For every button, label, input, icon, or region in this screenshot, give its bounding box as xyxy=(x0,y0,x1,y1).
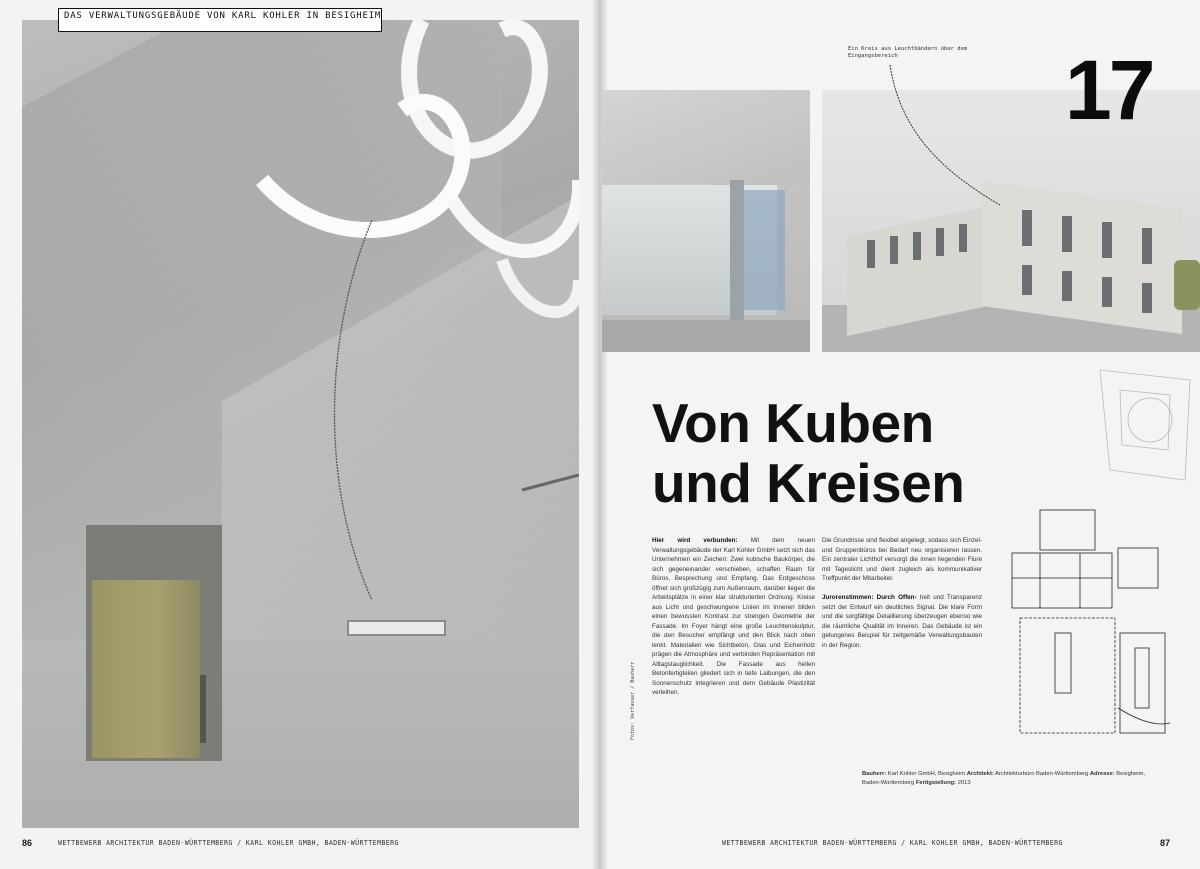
caption-leader-line xyxy=(880,60,1020,210)
page-number-right: 87 xyxy=(1160,838,1171,848)
article-headline: Von Kuben und Kreisen xyxy=(652,392,965,514)
photo-credit: Fotos: Verfasser / Bauherr xyxy=(630,661,636,740)
text-column-1 xyxy=(652,536,815,810)
photo-caption: Ein Kreis aus Leuchtbändern über dem Eingangsbereich xyxy=(848,46,968,59)
architekt-value: Architekturbüro Baden-Württemberg xyxy=(995,771,1089,777)
floor-plan xyxy=(1000,508,1178,740)
fertigstellung-value: 2013 xyxy=(957,779,971,786)
foyer-photo xyxy=(22,20,579,828)
body-text-1: Mit dem neuen Verwaltungsgebäude der Karl Kohler GmbH setzt sich das Unternehmen ein Zeichen: Zwei kubische Baukörper, die sich gegeneinander verschieben, schaffen Raum für Büros, Besprechung und Empfang. Das Erdgeschoss öffnet sich großzügig zum Außenraum, darüber liegen die Arbeitsplätze in einer klar strukturierten Ordnung. Kreise aus Licht und geschwungene Linien im Inneren bilden einen bewussten Kontrast zur strengen Geometrie der Fassade. Im Foyer hängt eine große Leuchtenskulptur, die den Besucher empfängt und den Blick nach oben lenkt. Materialien wie Sichtbeton, Glas und Eichenholz prägen die Atmosphäre und verbinden Repräsentation mit Alltagstauglichkeit. Die Fassade aus hellen Betonfertigteilen gliedert sich in tiefe Laibungen, die den Sonnenschutz integrieren und dem Gebäude Plastizität verleihen. xyxy=(652,537,815,696)
footer-left: WETTBEWERB ARCHITEKTUR BADEN-WÜRTTEMBERG / KARL KOHLER GMBH, BADEN-WÜRTTEMBERG xyxy=(58,839,399,847)
project-info xyxy=(862,770,1152,787)
adresse-label: Adresse: xyxy=(1089,771,1115,777)
body-text-2: Die Grundrisse sind flexibel angelegt, sodass sich Einzel- und Gruppenbüros bei Bedarf neu organisieren lassen. Ein zentraler Lichthof versorgt die innen liegenden Flure mit Tageslicht und dient zugleich als kommunikativer Treffpunkt der Mitarbeiter. xyxy=(822,537,982,582)
adresse-value: Besigheim, Baden-Württemberg xyxy=(862,771,1145,786)
bauherr-label: Bauherr: xyxy=(862,771,887,777)
bauherr-value: Karl Kohler GmbH, Besigheim xyxy=(887,771,966,777)
footer-right: WETTBEWERB ARCHITEKTUR BADEN-WÜRTTEMBERG / KARL KOHLER GMBH, BADEN-WÜRTTEMBERG xyxy=(722,839,1063,847)
section-header: DAS VERWALTUNGSGEBÄUDE VON KARL KOHLER IN BESIGHEIM xyxy=(64,11,382,21)
body-text-3: heit und Transparenz setzt der Entwurf ein deutliches Signal. Die klare Form und die sorgfältige Detaillierung überzeugen ebenso wie die räumliche Qualität im Inneren. Das Gebäude ist ein gelungenes Beispiel für zeitgemäße Verwaltungsbauten in der Region. xyxy=(822,594,982,649)
entry-number: 17 xyxy=(1065,43,1153,137)
text-column-2 xyxy=(822,536,982,736)
architekt-label: Architekt: xyxy=(966,771,994,777)
interior-photo xyxy=(602,90,810,352)
light-rings-drawing xyxy=(22,20,579,828)
lead-in-2: Jurorenstimmen: Durch Offen- xyxy=(822,594,917,601)
fertigstellung-label: Fertigstellung: xyxy=(915,779,957,786)
page-number-left: 86 xyxy=(22,838,33,848)
lead-in: Hier wird verbunden: xyxy=(652,537,738,544)
